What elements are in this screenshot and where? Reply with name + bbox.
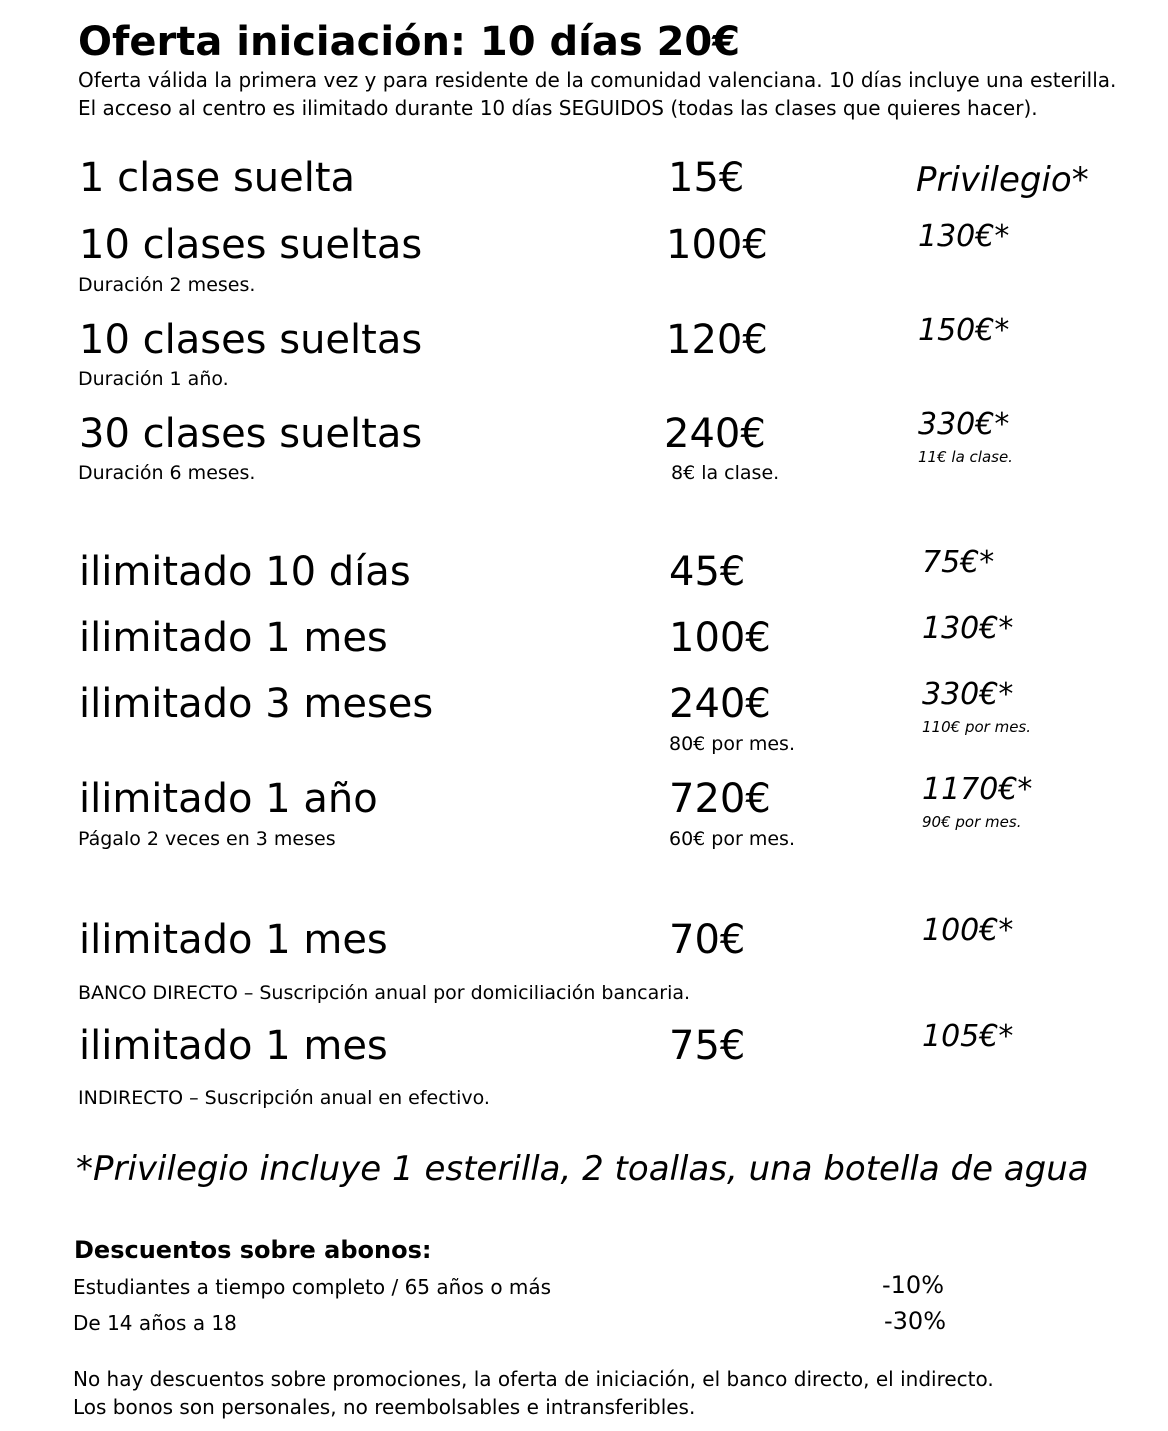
offer-title: Oferta iniciación: 10 días 20€: [78, 19, 741, 65]
row-price: 240€: [669, 681, 771, 727]
row-price-sub: 8€ la clase.: [671, 462, 780, 484]
discount-value: -30%: [884, 1307, 947, 1335]
row-name: 10 clases sueltas: [79, 222, 423, 268]
row-price: 70€: [669, 917, 746, 963]
note-line-2: Los bonos son personales, no reembolsables e intransferibles.: [73, 1395, 696, 1419]
row-name: ilimitado 1 año: [79, 776, 378, 822]
row-price-sub: 60€ por mes.: [669, 828, 795, 850]
row-price: 720€: [669, 776, 771, 822]
row-price: 45€: [669, 549, 746, 595]
row-privilege: 130€*: [918, 219, 1010, 254]
row-name: 30 clases sueltas: [79, 411, 423, 457]
row-price: 100€: [669, 615, 771, 661]
row-sub: BANCO DIRECTO – Suscripción anual por domiciliación bancaria.: [78, 982, 691, 1004]
offer-line-2: El acceso al centro es ilimitado durante 10 días SEGUIDOS (todas las clases que quieres hacer).: [78, 96, 1038, 120]
row-privilege: 150€*: [918, 313, 1010, 348]
row-price: 240€: [664, 411, 766, 457]
row-privilege-sub: 110€ por mes.: [922, 718, 1031, 736]
row-privilege: 75€*: [922, 545, 995, 580]
privilege-header: Privilegio*: [916, 160, 1089, 200]
row-sub: Duración 1 año.: [78, 368, 229, 390]
discounts-title: Descuentos sobre abonos:: [74, 1236, 432, 1264]
row-name: ilimitado 3 meses: [79, 681, 434, 727]
row-name: ilimitado 10 días: [79, 549, 411, 595]
privilege-footnote: *Privilegio incluye 1 esterilla, 2 toallas, una botella de agua: [76, 1149, 1089, 1189]
row-sub: Duración 2 meses.: [78, 274, 256, 296]
offer-line-1: Oferta válida la primera vez y para residente de la comunidad valenciana. 10 días incluye una esterilla.: [78, 68, 1117, 92]
row-sub: Págalo 2 veces en 3 meses: [78, 828, 336, 850]
row-privilege: 105€*: [922, 1019, 1014, 1054]
row-name: ilimitado 1 mes: [79, 615, 388, 661]
row-privilege: 130€*: [922, 611, 1014, 646]
row-privilege-sub: 11€ la clase.: [918, 448, 1013, 466]
row-privilege: 1170€*: [922, 772, 1033, 807]
row-price: 100€: [666, 222, 768, 268]
row-price: 75€: [669, 1023, 746, 1069]
row-privilege: 330€*: [918, 407, 1010, 442]
discount-label: De 14 años a 18: [73, 1311, 237, 1335]
row-price: 120€: [666, 317, 768, 363]
row-sub: INDIRECTO – Suscripción anual en efectivo.: [78, 1087, 490, 1109]
row-price: 15€: [668, 155, 745, 201]
discount-value: -10%: [882, 1271, 945, 1299]
row-name: ilimitado 1 mes: [79, 917, 388, 963]
row-name: ilimitado 1 mes: [79, 1023, 388, 1069]
row-price-sub: 80€ por mes.: [669, 733, 795, 755]
row-name: 10 clases sueltas: [79, 317, 423, 363]
row-privilege-sub: 90€ por mes.: [922, 813, 1022, 831]
row-privilege: 100€*: [922, 913, 1014, 948]
discount-label: Estudiantes a tiempo completo / 65 años o más: [73, 1275, 552, 1299]
row-sub: Duración 6 meses.: [78, 462, 256, 484]
row-privilege: 330€*: [922, 677, 1014, 712]
note-line-1: No hay descuentos sobre promociones, la oferta de iniciación, el banco directo, el indirecto.: [73, 1367, 994, 1391]
row-name: 1 clase suelta: [79, 155, 356, 201]
